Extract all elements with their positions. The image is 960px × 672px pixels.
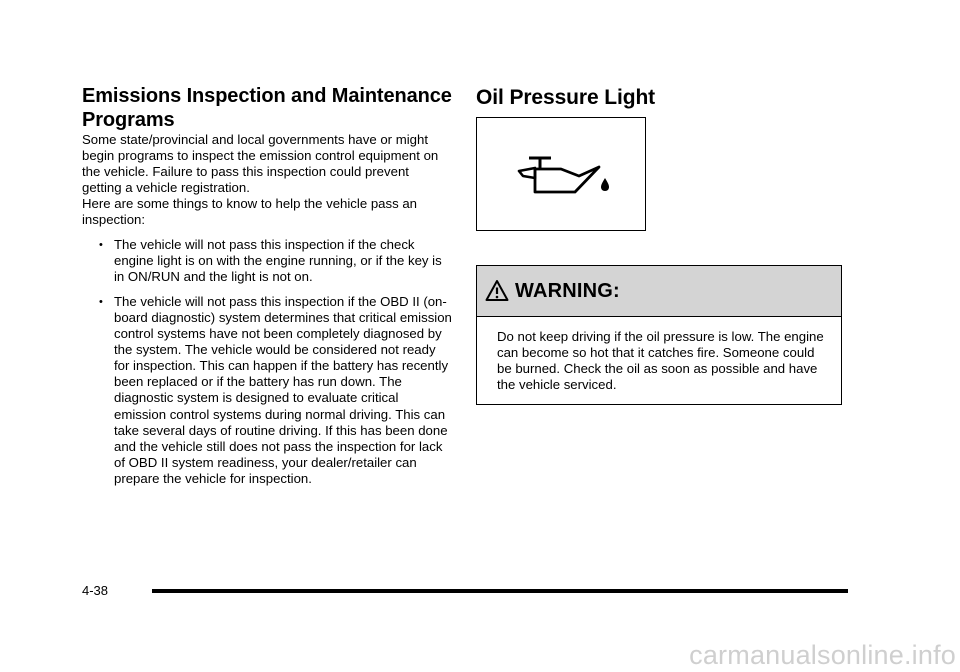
telltale-figure <box>476 117 646 231</box>
warning-triangle-icon <box>485 279 509 303</box>
bullet-text: The vehicle will not pass this inspection if the OBD II (on-board diagnostic) system determines that critical emission control systems have not been completely diagnosed by the system. The vehicle would be considered not ready for inspection. This can happen if the battery has recently been replaced or if the battery has run down. The diagnostic system is designed to evaluate critical emission control systems during normal driving. This can take several days of routine driving. If this has been done and the vehicle still does not pass the inspection for lack of OBD II system readiness, your dealer/retailer can prepare the vehicle for inspection. <box>114 293 452 486</box>
warning-title: WARNING: <box>515 279 620 302</box>
oil-can-icon <box>477 118 647 232</box>
bullet-list <box>82 237 452 487</box>
bullet-icon: • <box>99 238 103 251</box>
section-title-oil-pressure: Oil Pressure Light <box>476 86 656 109</box>
section-title-emissions: Emissions Inspection and Maintenance Programs <box>82 85 452 131</box>
warning-box <box>476 265 842 405</box>
right-column <box>476 84 842 393</box>
paragraph-intro: Some state/provincial and local governments have or might begin programs to inspect the emission control equipment on the vehicle. Failure to pass this inspection could prevent getting a vehicle registration. <box>82 132 439 196</box>
list-item <box>99 293 452 487</box>
warning-text: Do not keep driving if the oil pressure is low. The engine can become so hot that it catches fire. Someone could be burned. Check the oil as soon as possible and have the vehicle serviced. <box>497 329 824 393</box>
warning-header <box>477 266 841 317</box>
footer-rule <box>152 589 848 593</box>
bullet-icon: • <box>99 295 103 308</box>
bullet-text: The vehicle will not pass this inspection if the check engine light is on with the engine running, or if the key is in ON/RUN and the light is not on. <box>114 236 442 284</box>
left-column <box>82 84 452 496</box>
watermark-text: carmanualsonline.info <box>689 640 956 670</box>
list-item <box>99 236 452 285</box>
page-number: 4-38 <box>82 583 109 598</box>
paragraph-things-to-know: Here are some things to know to help the vehicle pass an inspection: <box>82 196 418 228</box>
